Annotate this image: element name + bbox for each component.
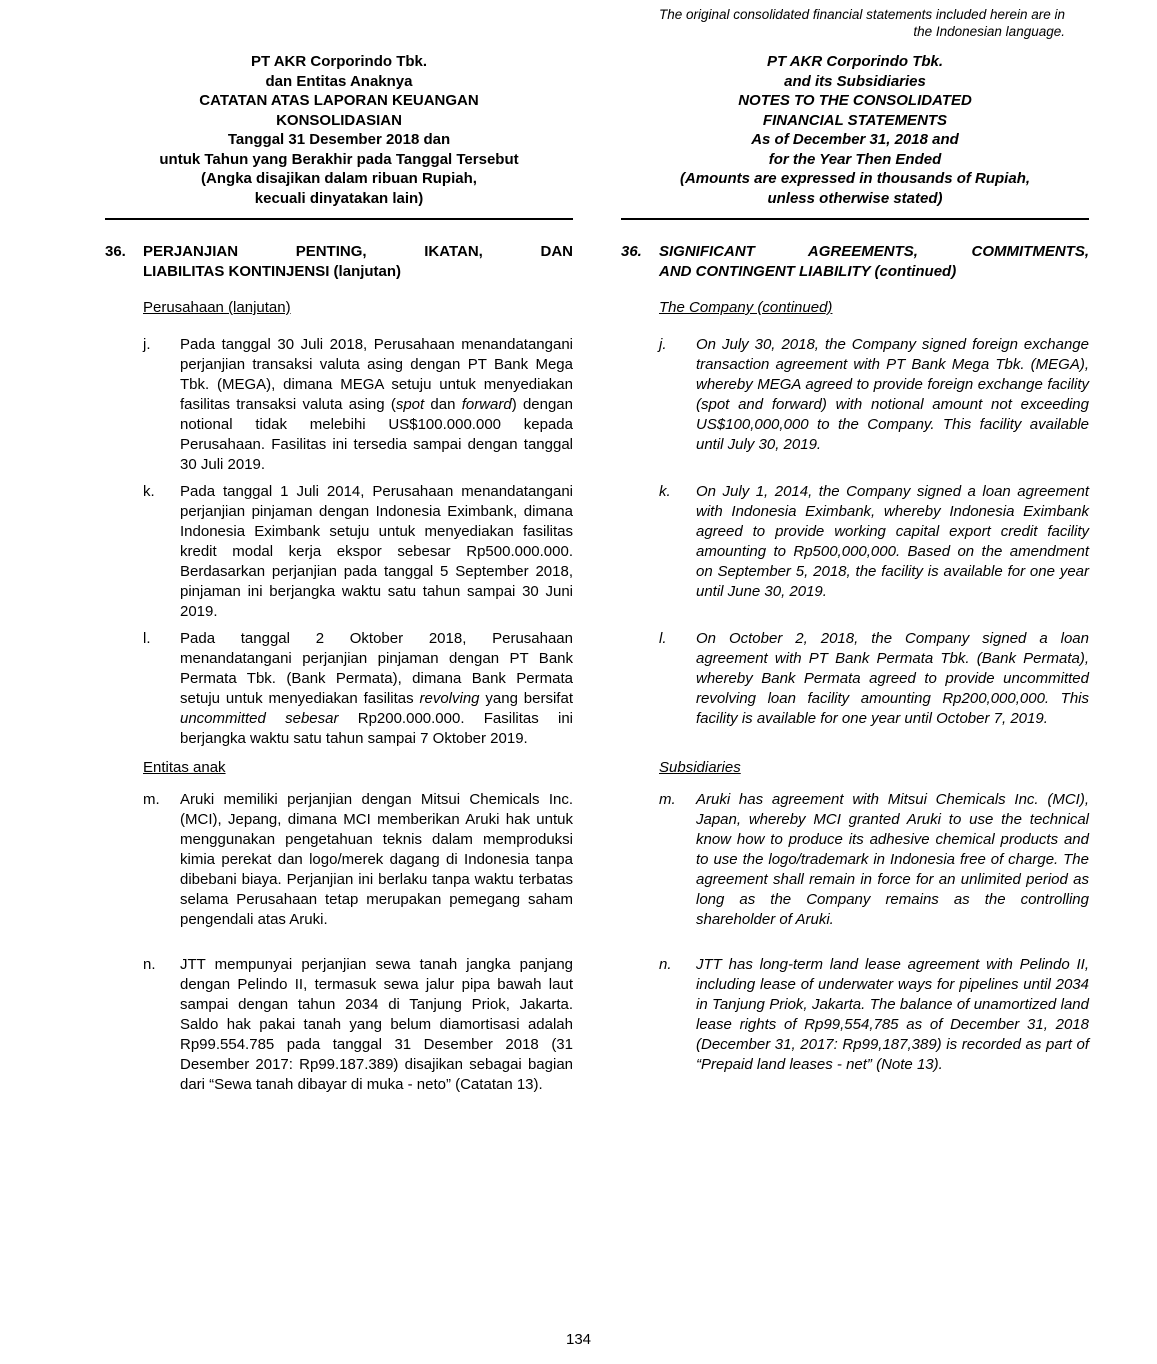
date-line-en-1: As of December 31, 2018 and (751, 131, 959, 148)
list-item-l-id (105, 629, 573, 749)
header-divider-right (621, 218, 1089, 220)
item-text-m-id: Aruki memiliki perjanjian dengan Mitsui Chemicals Inc. (MCI), Jepang, dimana MCI memberikan Aruki hak untuk menggunakan pengetahuan teknis dalam memproduksi kimia perekat dan logo/merek dagang di Indonesia tanpa dibebani biaya. Perjanjian ini berlaku tanpa waktu terbatas selama Perusahaan tetap merupakan pemegang saham pengendali atas Aruki. (180, 791, 573, 928)
header-row (105, 52, 1089, 208)
list-item-n-id (105, 955, 573, 1095)
subheading-subsidiaries-id: Entitas anak (143, 759, 226, 776)
list-item-j-id (105, 335, 573, 475)
document-title-indonesian (105, 52, 573, 208)
item-marker-l-id: l. (143, 630, 151, 647)
item-marker-j-id: j. (143, 336, 151, 353)
company-name-id: PT AKR Corporindo Tbk. (250, 53, 428, 70)
item-marker-l-en: l. (659, 630, 667, 647)
item-row-m (105, 790, 1089, 930)
section-number-id: 36. (105, 243, 126, 260)
document-title-english (621, 52, 1089, 208)
item-marker-k-en: k. (659, 483, 671, 500)
header-divider-left (105, 218, 573, 220)
item-text-l-id: Pada tanggal 2 Oktober 2018, Perusahaan menandatangani perjanjian pinjaman dengan PT Bank Permata Tbk. (Bank Permata), dimana Bank Permata setuju untuk menyediakan fasilitas revolving yang bersifat uncommitted sebesar Rp200.000.000. Fasilitas ini berjangka waktu satu tahun sampai 7 Oktober 2019. (180, 630, 573, 747)
item-row-k (105, 482, 1089, 622)
item-marker-m-id: m. (143, 791, 160, 808)
notes-title-en-2: FINANCIAL STATEMENTS (762, 111, 948, 129)
item-marker-m-en: m. (659, 791, 676, 808)
item-text-k-en: On July 1, 2014, the Company signed a loan agreement with Indonesia Eximbank, whereby Indonesia Eximbank agreed to provide working capital export credit facility amounting to Rp500,000,000. Based on the amendment on September 5, 2018, the facility is available for one year until June 30, 2019. (696, 483, 1089, 600)
item-marker-n-en: n. (659, 956, 672, 973)
subheading-company-en: The Company (continued) (659, 299, 833, 316)
list-item-k-id (105, 482, 573, 622)
header-column-english (621, 52, 1089, 208)
amounts-note-id-1: (Angka disajikan dalam ribuan Rupiah, (201, 170, 477, 187)
item-row-l (105, 629, 1089, 749)
date-line-en-2: for the Year Then Ended (768, 150, 942, 168)
company-name-en: PT AKR Corporindo Tbk. (766, 53, 944, 70)
header-column-indonesian (105, 52, 573, 208)
section-title-en: SIGNIFICANT AGREEMENTS, COMMITMENTS, AND CONTINGENT LIABILITY (continued) (659, 243, 1089, 280)
date-line-id-2: untuk Tahun yang Berakhir pada Tanggal Tersebut (159, 150, 519, 168)
notes-title-en-1: NOTES TO THE CONSOLIDATED (738, 92, 972, 109)
subsidiaries-line-en: and its Subsidiaries (784, 72, 926, 90)
item-text-j-en: On July 30, 2018, the Company signed foreign exchange transaction agreement with PT Bank Mega Tbk. (MEGA), whereby MEGA agreed to provide foreign exchange facility (spot and forward) with notional amount not exceeding US$100,000,000 to the Company. This facility available until July 30, 2019. (696, 336, 1089, 453)
list-item-j-en (621, 335, 1089, 455)
amounts-note-en-1: (Amounts are expressed in thousands of Rupiah, (679, 170, 1031, 187)
item-row-n (105, 955, 1089, 1095)
item-text-m-en: Aruki has agreement with Mitsui Chemicals Inc. (MCI), Japan, whereby MCI granted Aruki to use the technical know how to produce its adhesive chemical products and to use the logo/trademark in Indonesia free of charge. The agreement shall remain in force for an unlimited period as long as the Company remains as the controlling shareholder of Aruki. (696, 791, 1089, 928)
section-number-en: 36. (621, 243, 642, 260)
notes-title-id-1: CATATAN ATAS LAPORAN KEUANGAN (199, 92, 479, 109)
item-marker-n-id: n. (143, 956, 156, 973)
item-text-j-id: Pada tanggal 30 Juli 2018, Perusahaan menandatangani perjanjian transaksi valuta asing dengan PT Bank Mega Tbk. (MEGA), dimana MEGA setuju untuk menyediakan fasilitas transaksi valuta asing (spot dan forward) dengan notional tidak melebihi US$100.000.000 kepada Perusahaan. Fasilitas ini tersedia sampai dengan tanggal 30 Juli 2019. (180, 336, 573, 473)
list-item-n-en (621, 955, 1089, 1075)
list-item-m-id (105, 790, 573, 930)
section-title-id: PERJANJIAN PENTING, IKATAN, DAN LIABILITAS KONTINJENSI (lanjutan) (143, 243, 573, 280)
subheading-company-id: Perusahaan (lanjutan) (143, 299, 291, 316)
subheading-company-row (105, 298, 1089, 318)
list-item-l-en (621, 629, 1089, 729)
subheading-subsidiaries-row (105, 758, 1089, 778)
item-marker-k-id: k. (143, 483, 155, 500)
disclaimer-line-2: the Indonesian language. (913, 24, 1065, 39)
subheading-subsidiaries-en: Subsidiaries (659, 759, 741, 776)
item-text-n-en: JTT has long-term land lease agreement with Pelindo II, including lease of underwater ways for pipelines until 2034 in Tanjung Priok, Jakarta. The balance of unamortized land lease rights of Rp99,554,785 as of December 31, 2018 (December 31, 2017: Rp99,187,389) is recorded as part of “Prepaid land leases - net” (Note 13). (696, 956, 1089, 1073)
item-marker-j-en: j. (659, 336, 667, 353)
notes-title-id-2: KONSOLIDASIAN (276, 111, 402, 129)
disclaimer-line-1: The original consolidated financial statements included herein are in (659, 7, 1065, 22)
header-divider-row (105, 208, 1089, 220)
date-line-id-1: Tanggal 31 Desember 2018 dan (227, 131, 451, 148)
amounts-note-id-2: kecuali dinyatakan lain) (254, 189, 424, 207)
page-number: 134 (565, 1331, 592, 1348)
two-column-content (105, 52, 1089, 1095)
amounts-note-en-2: unless otherwise stated) (767, 189, 943, 207)
list-item-k-en (621, 482, 1089, 602)
section-heading-english (621, 242, 1089, 282)
item-text-n-id: JTT mempunyai perjanjian sewa tanah jangka panjang dengan Pelindo II, termasuk sewa jalur pipa bawah laut sampai dengan tahun 2034 di Tanjung Priok, Jakarta. Saldo hak pakai tanah yang belum diamortisasi adalah Rp99.554.785 pada tanggal 31 Desember 2018 (31 Desember 2017: Rp99.187.389) disajikan sebagai bagian dari “Sewa tanah dibayar di muka - neto” (Catatan 13). (180, 956, 573, 1093)
item-row-j (105, 335, 1089, 475)
item-text-l-en: On October 2, 2018, the Company signed a loan agreement with PT Bank Permata Tbk. (Bank Permata), whereby Bank Permata agreed to provide uncommitted revolving loan facility amounting Rp200,000,000. This facility is available for one year until October 7, 2019. (696, 630, 1089, 727)
section-heading-row (105, 242, 1089, 282)
subsidiaries-line-id: dan Entitas Anaknya (265, 72, 413, 90)
section-heading-indonesian (105, 242, 573, 282)
item-text-k-id: Pada tanggal 1 Juli 2014, Perusahaan menandatangani perjanjian pinjaman dengan Indonesia Eximbank, dimana Indonesia Eximbank setuju untuk menyediakan fasilitas kredit modal kerja ekspor sebesar Rp500.000.000. Berdasarkan perjanjian pada tanggal 5 September 2018, pinjaman ini berjangka waktu satu tahun sampai 30 Juni 2019. (180, 483, 573, 620)
list-item-m-en (621, 790, 1089, 930)
language-disclaimer (659, 6, 1065, 40)
